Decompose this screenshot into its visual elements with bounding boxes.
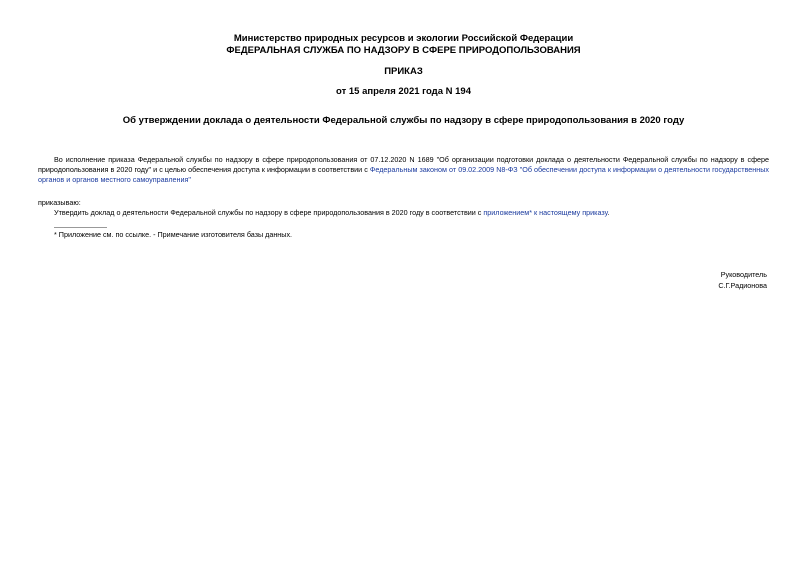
ministry-name: Министерство природных ресурсов и экологии Российской Федерации xyxy=(233,33,574,44)
footnote-text: * Приложение см. по ссылке. - Примечание изготовителя базы данных. xyxy=(54,230,293,239)
approve-text: Утвердить доклад о деятельности Федеральной службы по надзору в сфере природопользования в 2020 году в соответствии с xyxy=(54,208,484,217)
appendix-link[interactable]: приложением* к настоящему приказу xyxy=(483,208,608,217)
order-title: Об утверждении доклада о деятельности Федеральной службы по надзору в сфере природопользования в 2020 году xyxy=(122,115,685,126)
service-name: ФЕДЕРАЛЬНАЯ СЛУЖБА ПО НАДЗОРУ В СФЕРЕ ПРИРОДОПОЛЬЗОВАНИЯ xyxy=(226,45,581,56)
federal-law-link[interactable]: Федеральным законом от 09.02.2009 N8-ФЗ "Об обеспечении доступа к информации о деятельности государственных органов и органов местного самоуправления" xyxy=(38,165,770,184)
order-date: от 15 апреля 2021 года N 194 xyxy=(336,86,471,97)
signature-role: Руководитель xyxy=(720,270,767,279)
preamble-text: Во исполнение приказа Федеральной службы по надзору в сфере природопользования от 07.12.2020 N 1689 "Об организации подготовки доклада о деятельности Федеральной службы по надзору в сфере природопользования в 2020 году" и с целью обеспечения доступа к информации в соответствии с xyxy=(38,155,769,174)
approve-paragraph xyxy=(54,208,609,217)
prikazyvayu-label: приказываю: xyxy=(38,198,81,207)
approve-end: . xyxy=(607,208,610,217)
preamble-paragraph xyxy=(38,155,769,185)
signature-name: С.Г.Радионова xyxy=(718,281,767,290)
document-header xyxy=(0,33,807,57)
order-label: ПРИКАЗ xyxy=(384,66,423,77)
footnote-divider xyxy=(54,227,107,228)
